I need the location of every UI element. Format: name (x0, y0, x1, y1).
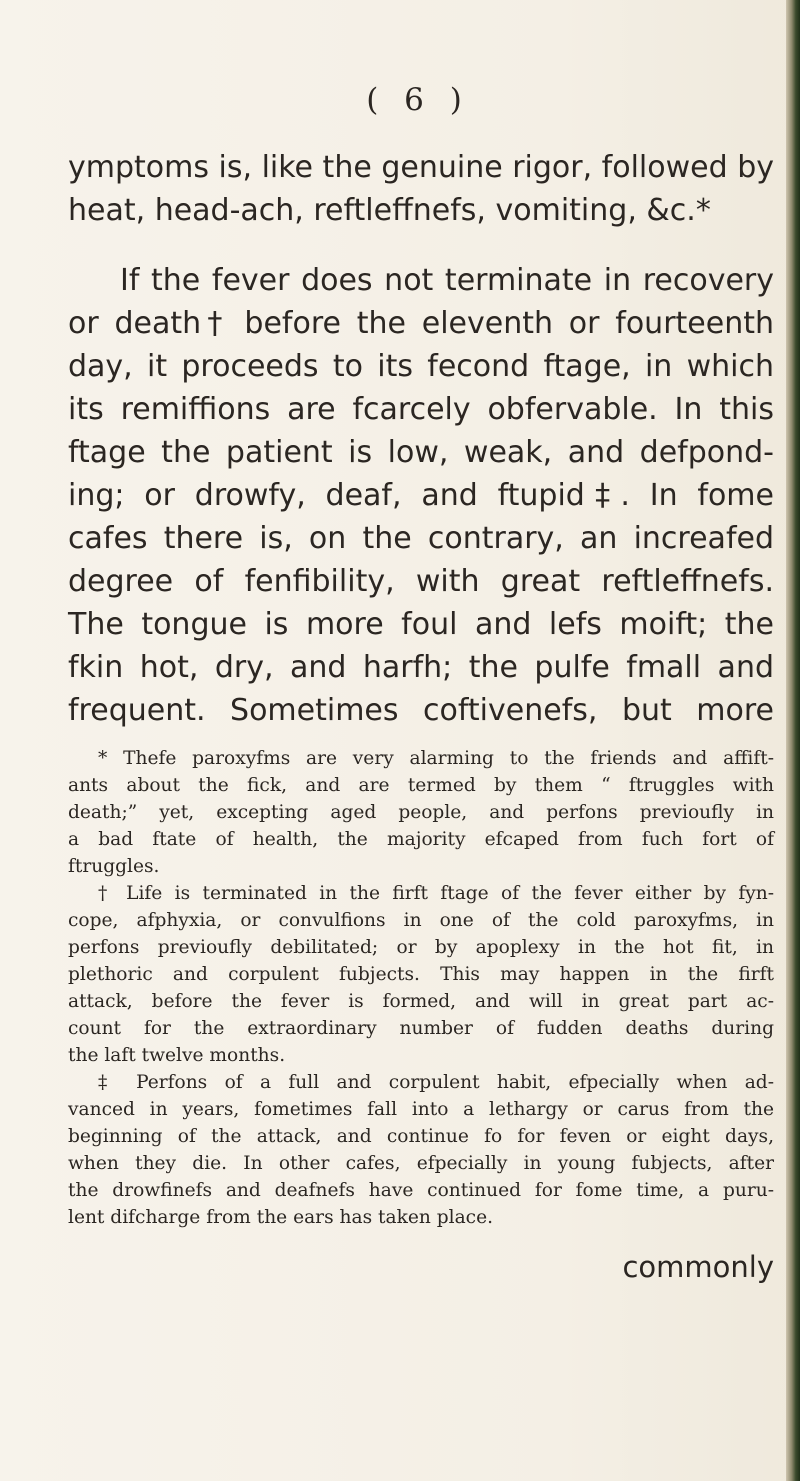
footnote-line: * Thefe paroxyfms are very alarming to the friends and affift- (98, 748, 774, 769)
page-edge (786, 0, 800, 1481)
catchword: commonly (622, 1250, 774, 1284)
footnote-line: ants about the fick, and are termed by them “ ftruggles with (68, 775, 774, 796)
footnote-line: attack, before the fever is formed, and will in great part ac- (68, 991, 774, 1012)
footnote-line: a bad ftate of health, the majority efcaped from fuch fort of (68, 829, 774, 850)
body-line: frequent. Sometimes coftivenefs, but more (68, 693, 774, 728)
footnote-line: when they die. In other cafes, efpecially in young fubjects, after (68, 1153, 774, 1174)
footnote-line: lent difcharge from the ears has taken place. (68, 1207, 494, 1228)
page-number: ( 6 ) (366, 82, 470, 118)
footnote-line: the laft twelve months. (68, 1045, 286, 1066)
body-line: or death† before the eleventh or fourteenth (68, 306, 774, 341)
footnote-line: the drowfinefs and deafnefs have continued for fome time, a puru- (68, 1180, 774, 1201)
footnote-line: ftruggles. (68, 856, 160, 877)
footnote-line: vanced in years, fometimes fall into a lethargy or carus from the (68, 1099, 774, 1120)
footnote-line: perfons previoufly debilitated; or by apoplexy in the hot fit, in (68, 937, 774, 958)
footnote-line: beginning of the attack, and continue fo for feven or eight days, (68, 1126, 774, 1147)
footnote-line: count for the extraordinary number of fudden deaths during (68, 1018, 774, 1039)
footnote-line: death;” yet, excepting aged people, and perfons previoufly in (68, 802, 774, 823)
footnote-line: plethoric and corpulent fubjects. This may happen in the firft (68, 964, 774, 985)
footnote-line: † Life is terminated in the firft ftage of the fever either by fyn- (98, 883, 774, 904)
body-line: ymptoms is, like the genuine rigor, followed by (68, 150, 774, 185)
body-line: ing; or drowfy, deaf, and ftupid‡. In fome (68, 478, 774, 513)
footnote-line: cope, afphyxia, or convulfions in one of the cold paroxyfms, in (68, 910, 774, 931)
body-line: cafes there is, on the contrary, an increafed (68, 521, 774, 556)
body-line: If the fever does not terminate in recovery (120, 263, 774, 298)
body-line: heat, head-ach, reftleffnefs, vomiting, &c.* (68, 193, 711, 228)
body-line: fkin hot, dry, and harfh; the pulfe fmall and (68, 650, 774, 685)
body-line: degree of fenfibility, with great reftleffnefs. (68, 564, 774, 599)
body-line: The tongue is more foul and lefs moift; the (68, 607, 774, 642)
body-line: day, it proceeds to its fecond ftage, in which (68, 349, 774, 384)
body-line: ftage the patient is low, weak, and defpond- (68, 435, 774, 470)
body-line: its remiffions are fcarcely obfervable. In this (68, 392, 774, 427)
footnote-line: ‡ Perfons of a full and corpulent habit, efpecially when ad- (98, 1072, 774, 1093)
